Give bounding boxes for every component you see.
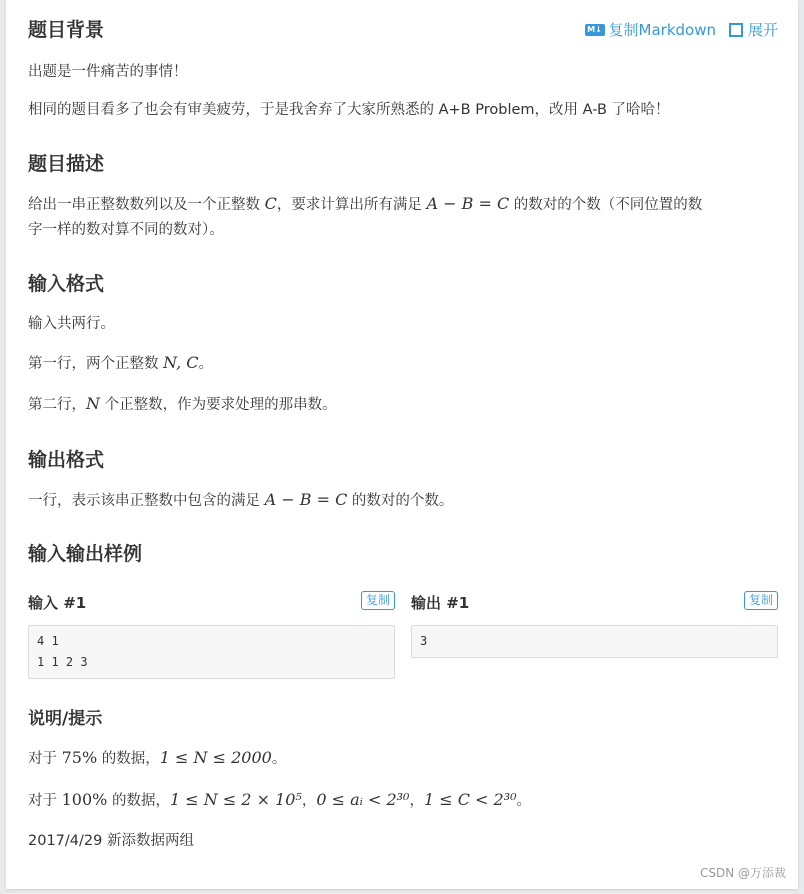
output-format-text: 一行，表示该串正整数中包含的满足 A − B = C 的数对的个数。 <box>28 490 454 509</box>
top-actions <box>585 18 778 42</box>
expand-label: 展开 <box>747 21 778 39</box>
sample-output-label: 输出 #1 <box>411 594 470 612</box>
sample-output-code[interactable]: 3 <box>411 625 778 658</box>
samples-title: 输入输出样例 <box>28 543 143 565</box>
sample-output-header <box>411 591 778 615</box>
sample-input-header <box>28 591 395 615</box>
input-format-l3: 第二行，N 个正整数，作为要求处理的那串数。 <box>28 394 337 413</box>
sample-output <box>411 591 778 658</box>
copy-markdown-label: 复制Markdown <box>608 21 716 39</box>
math-c: C <box>264 194 277 213</box>
copy-output-button[interactable]: 复制 <box>744 591 778 610</box>
input-format-title: 输入格式 <box>28 273 105 295</box>
hints-title: 说明/提示 <box>28 709 103 729</box>
hint-line2: 对于 100% 的数据，1 ≤ N ≤ 2 × 10⁵，0 ≤ aᵢ < 2³⁰，1 ≤ C < 2³⁰。 <box>28 790 532 809</box>
output-format-title: 输出格式 <box>28 449 105 471</box>
expand-button[interactable] <box>728 18 778 42</box>
hint-line3: 2017/4/29 新添数据两组 <box>28 833 194 849</box>
description-title: 题目描述 <box>28 153 105 175</box>
sample-input-code[interactable]: 4 1 1 1 2 3 <box>28 625 395 679</box>
description-line2: 字一样的数对算不同的数对）。 <box>28 222 224 238</box>
copy-markdown-button[interactable] <box>585 18 716 42</box>
input-format-l1: 输入共两行。 <box>28 316 115 332</box>
sample-input-label: 输入 #1 <box>28 594 87 612</box>
description-line1: 给出一串正整数数列以及一个正整数 C，要求计算出所有满足 A − B = C 的数对的个数（不同位置的数 <box>28 194 703 213</box>
math-equation: A − B = C <box>426 194 510 213</box>
markdown-icon: M↓ <box>585 24 605 36</box>
problem-card <box>6 0 798 889</box>
background-p2: 相同的题目看多了也会有审美疲劳，于是我舍弃了大家所熟悉的 A+B Problem，改用 A-B 了哈哈！ <box>28 102 670 118</box>
csdn-watermark: CSDN @万添裁 <box>699 866 786 880</box>
copy-input-button[interactable]: 复制 <box>361 591 395 610</box>
expand-icon <box>728 22 744 38</box>
sample-input <box>28 591 395 679</box>
background-title: 题目背景 <box>28 19 105 41</box>
hint-line1: 对于 75% 的数据，1 ≤ N ≤ 2000。 <box>28 748 287 767</box>
input-format-l2: 第一行，两个正整数 N, C。 <box>28 353 213 372</box>
background-p1: 出题是一件痛苦的事情！ <box>28 64 188 80</box>
